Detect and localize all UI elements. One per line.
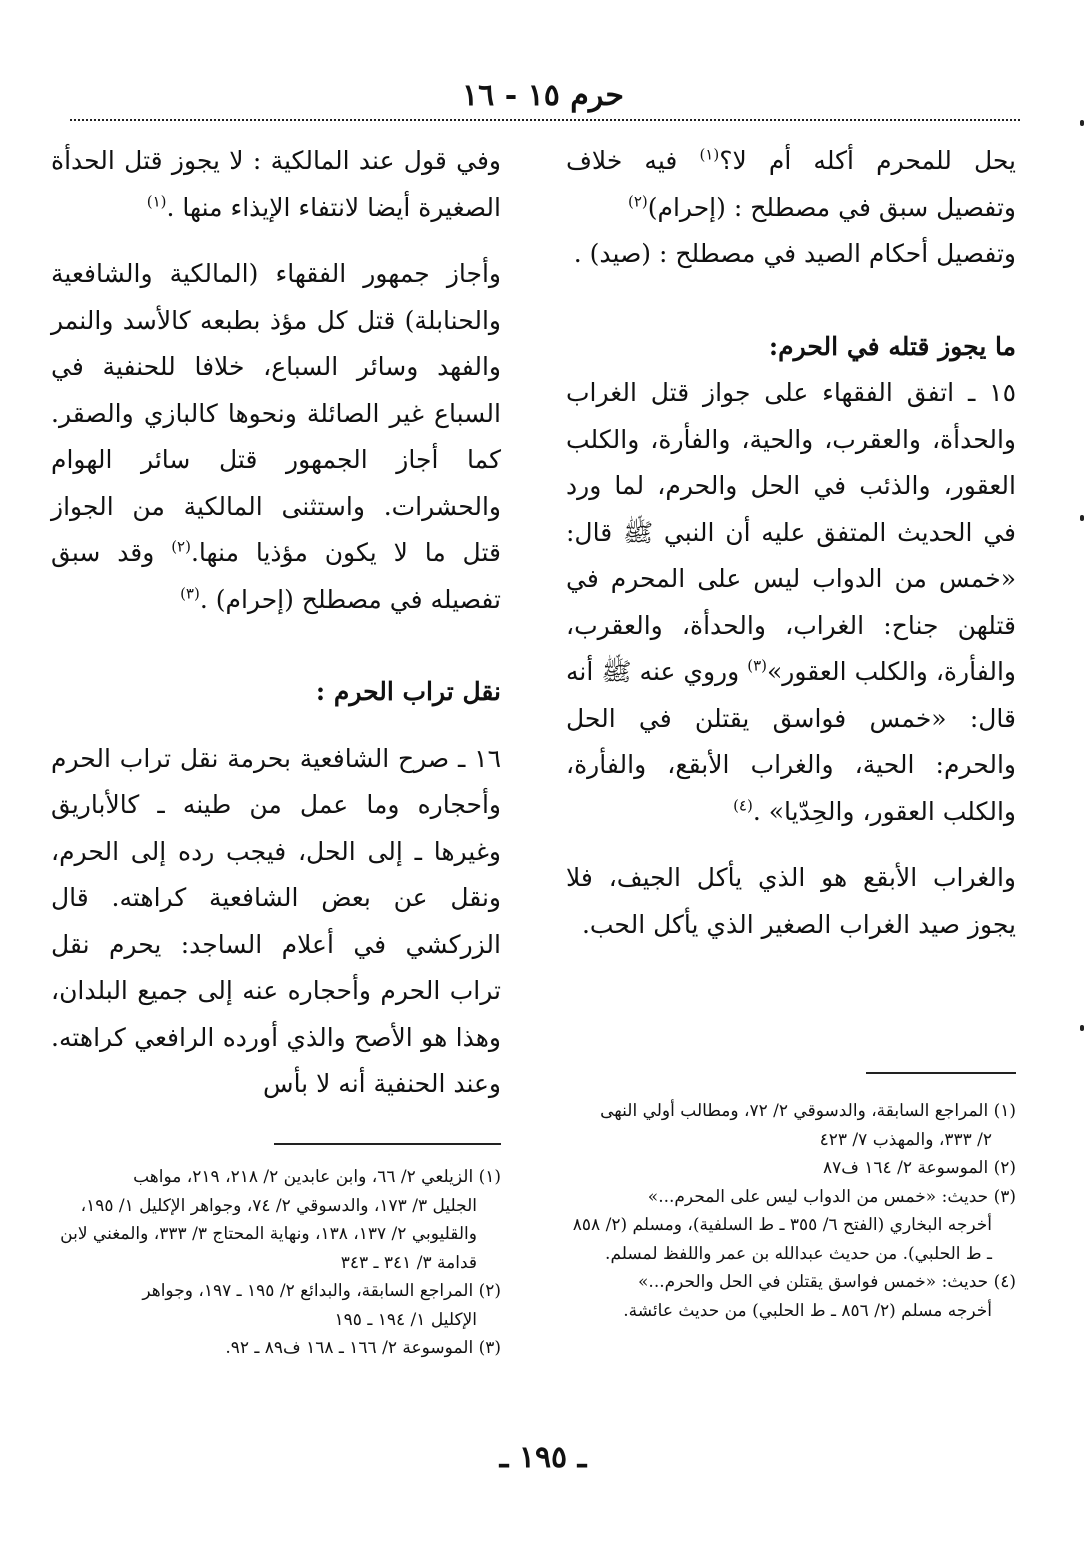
text: وأجاز جمهور الفقهاء (المالكية والشافعية والحنابلة) قتل كل مؤذ بطبعه كالأسد والنمر والفهد وسائر السباع، خلافا للحنفية في السباع غير الصائلة ونحوها كالبازي والصقر. كما أجاز الجمهور قتل سائر الهوام والحشرات. واستثنى المالكية من الجواز قتل ما لا يكون مؤذيا منها. [51, 259, 501, 567]
left-footnotes [51, 1163, 501, 1363]
footnote: (١) الزيلعي ٢/ ٦٦، وابن عابدين ٢/ ٢١٨، ٢١٩، مواهب الجليل ٣/ ١٧٣، والدسوقي ٢/ ٧٤، وجواهر الإكليل ١/ ١٩٥، والقليوبي ٢/ ١٣٧، ١٣٨، ونهاية المحتاج ٣/ ٣٣٣، والمغني لابن قدامة ٣/ ٣٤١ ـ ٣٤٣ [60, 1167, 501, 1273]
left-column [51, 138, 501, 1108]
section-heading: نقل تراب الحرم : [315, 677, 501, 706]
footnote: (٢) الموسوعة ٢/ ١٦٤ ف٨٧ [822, 1158, 1016, 1178]
right-footnotes [566, 1097, 1016, 1325]
footnote-ref[interactable]: (٣) [747, 656, 767, 675]
footnote: (٤) حديث: «خمس فواسق يقتلن في الحل والحرم...» أخرجه مسلم (٢/ ٨٥٦ ـ ط الحلبي) من حديث عائشة. [623, 1272, 1016, 1321]
text: وقد سبق تفصيله في مصطلح (إحرام) . [51, 538, 501, 614]
scan-speck [1080, 515, 1084, 521]
text: وفي قول عند المالكية : لا يجوز قتل الحدأة الصغيرة أيضا لانتفاء الإيذاء منها . [51, 146, 501, 222]
paragraph: والغراب الأبقع هو الذي يأكل الجيف، فلا يجوز صيد الغراب الصغير الذي يأكل الحب. [566, 863, 1016, 939]
text: يحل للمحرم أكله أم لا؟ [719, 146, 1016, 175]
right-column [566, 138, 1016, 948]
footnote: (١) المراجع السابقة، والدسوقي ٢/ ٧٢، ومطالب أولي النهى ٢/ ٣٣٣، والمهذب ٧/ ٤٢٣ [600, 1101, 1016, 1150]
footnote-ref[interactable]: (٢) [171, 537, 191, 556]
footnote: (٣) حديث: «خمس من الدواب ليس على المحرم...» أخرجه البخاري (الفتح ٦/ ٣٥٥ ـ ط السلفية)، ومسلم (٢/ ٨٥٨ ـ ط الحلبي). من حديث عبدالله بن عمر واللفظ لمسلم. [572, 1186, 1016, 1264]
page-number: ـ ١٩٥ ـ [499, 1440, 587, 1475]
footnote-ref[interactable]: (٤) [733, 796, 753, 815]
paragraph [566, 138, 1016, 231]
scan-speck [1080, 120, 1084, 126]
footnote: (٣) الموسوعة ٢/ ١٦٦ ـ ١٦٨ ف٨٩ ـ ٩٢. [225, 1338, 501, 1358]
paragraph: ١٦ ـ صرح الشافعية بحرمة نقل تراب الحرم وأحجاره وما عمل من طينه ـ كالأباريق وغيرها ـ إلى الحل، فيجب رده إلى الحرم، ونقل عن بعض الشافعية كراهته. قال الزركشي في أعلام الساجد: يحرم نقل تراب الحرم وأحجاره عنه إلى جميع البلدان، وهذا هو الأصح والذي أورده الرافعي كراهته. وعند الحنفية أنه لا بأس [51, 743, 501, 1098]
footnote-rule [866, 1072, 1016, 1074]
text: وروي عنه ﷺ أنه قال: «خمس فواسق يقتلن في الحل والحرم: الحية، والغراب الأبقع، والفأرة، والكلب العقور، والحِدّيا» . [566, 657, 1016, 826]
footnote-ref[interactable]: (١) [146, 192, 167, 211]
text: فيه خلاف وتفصيل سبق في مصطلح : (إحرام) [566, 146, 1016, 222]
scan-speck [1080, 1025, 1084, 1031]
running-header: حرم ١٥ - ١٦ [462, 78, 624, 113]
footnote: (٢) المراجع السابقة، والبدائع ٢/ ١٩٥ ـ ١٩٧، وجواهر الإكليل ١/ ١٩٤ ـ ١٩٥ [142, 1281, 501, 1330]
footnote-ref[interactable]: (١) [699, 145, 720, 164]
footnote-ref[interactable]: (٢) [627, 192, 648, 211]
header-dotted-rule [70, 119, 1020, 121]
footnote-rule [274, 1143, 501, 1145]
paragraph [51, 138, 501, 231]
text: ١٥ ـ اتفق الفقهاء على جواز قتل الغراب والحدأة، والعقرب، والحية، والفأرة، والكلب العقور، والذئب في الحل والحرم، لما ورد في الحديث المتفق عليه أن النبي ﷺ قال: «خمس من الدواب ليس على المحرم في قتلهن جناح: الغراب، والحدأة، والعقرب، والفأرة، والكلب العقور» [566, 378, 1016, 686]
paragraph [566, 370, 1016, 835]
footnote-ref[interactable]: (٣) [180, 584, 200, 603]
section-heading: ما يجوز قتله في الحرم: [768, 331, 1016, 361]
paragraph [51, 251, 501, 623]
paragraph: وتفصيل أحكام الصيد في مصطلح : (صيد) . [573, 239, 1016, 268]
